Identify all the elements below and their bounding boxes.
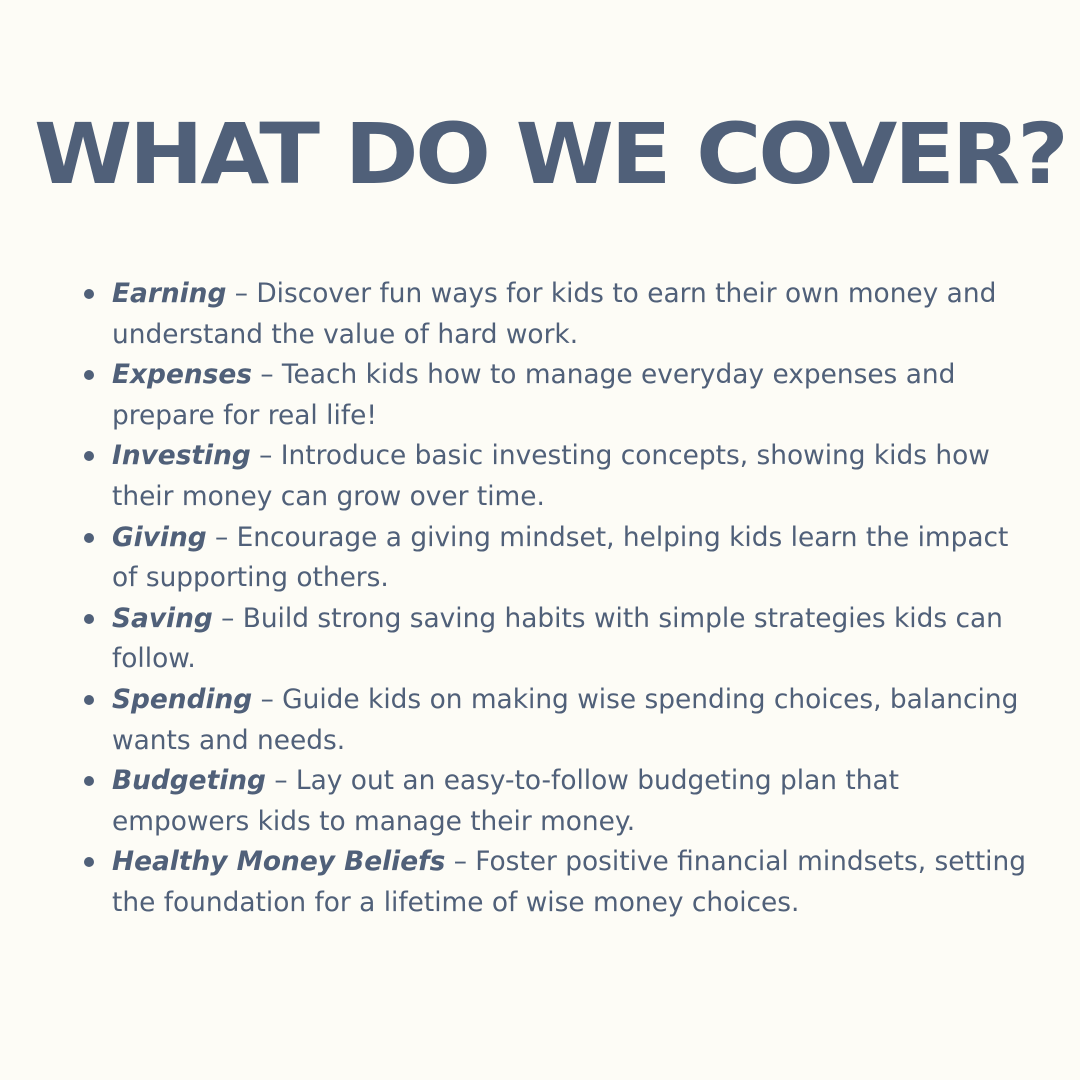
- topic-description: – Lay out an easy-to-follow budgeting plan that empowers kids to manage their money.: [112, 765, 899, 837]
- bullet-icon: [84, 614, 94, 624]
- topic-name: Giving: [112, 521, 207, 553]
- list-item: [0, 436, 1080, 517]
- bullet-icon: [84, 289, 94, 299]
- list-item: [0, 518, 1080, 599]
- bullet-icon: [84, 370, 94, 380]
- list-item: [0, 842, 1080, 923]
- list-item: [0, 274, 1080, 355]
- topic-name: Healthy Money Beliefs: [112, 846, 446, 878]
- topic-description: – Encourage a giving mindset, helping kids learn the impact of supporting others.: [112, 521, 1009, 594]
- list-item: [0, 761, 1080, 842]
- topic-name: Expenses: [112, 359, 252, 391]
- bullet-icon: [84, 451, 94, 461]
- topic-name: Budgeting: [112, 765, 266, 797]
- topic-name: Earning: [112, 278, 227, 309]
- topic-description: – Teach kids how to manage everyday expenses and prepare for real life!: [112, 359, 956, 431]
- topic-list: [0, 274, 1080, 924]
- bullet-icon: [84, 695, 94, 705]
- topic-name: Investing: [112, 440, 251, 472]
- topic-name: Spending: [112, 683, 253, 715]
- topic-name: Saving: [112, 602, 213, 634]
- bullet-icon: [84, 533, 94, 543]
- topic-description: – Build strong saving habits with simple strategies kids can follow.: [112, 602, 1003, 675]
- list-item: [0, 599, 1080, 680]
- bullet-icon: [84, 857, 94, 867]
- topic-description: – Introduce basic investing concepts, showing kids how their money can grow over time.: [112, 440, 990, 512]
- list-item: [0, 680, 1080, 761]
- list-item: [0, 355, 1080, 436]
- page-title: WHAT DO WE COVER?: [34, 105, 1066, 203]
- topic-description: – Guide kids on making wise spending choices, balancing wants and needs.: [112, 683, 1019, 756]
- topic-description: – Discover fun ways for kids to earn their own money and understand the value of hard work.: [112, 278, 997, 350]
- bullet-icon: [84, 776, 94, 786]
- topic-description: – Foster positive financial mindsets, setting the foundation for a lifetime of wise money choices.: [112, 846, 1026, 918]
